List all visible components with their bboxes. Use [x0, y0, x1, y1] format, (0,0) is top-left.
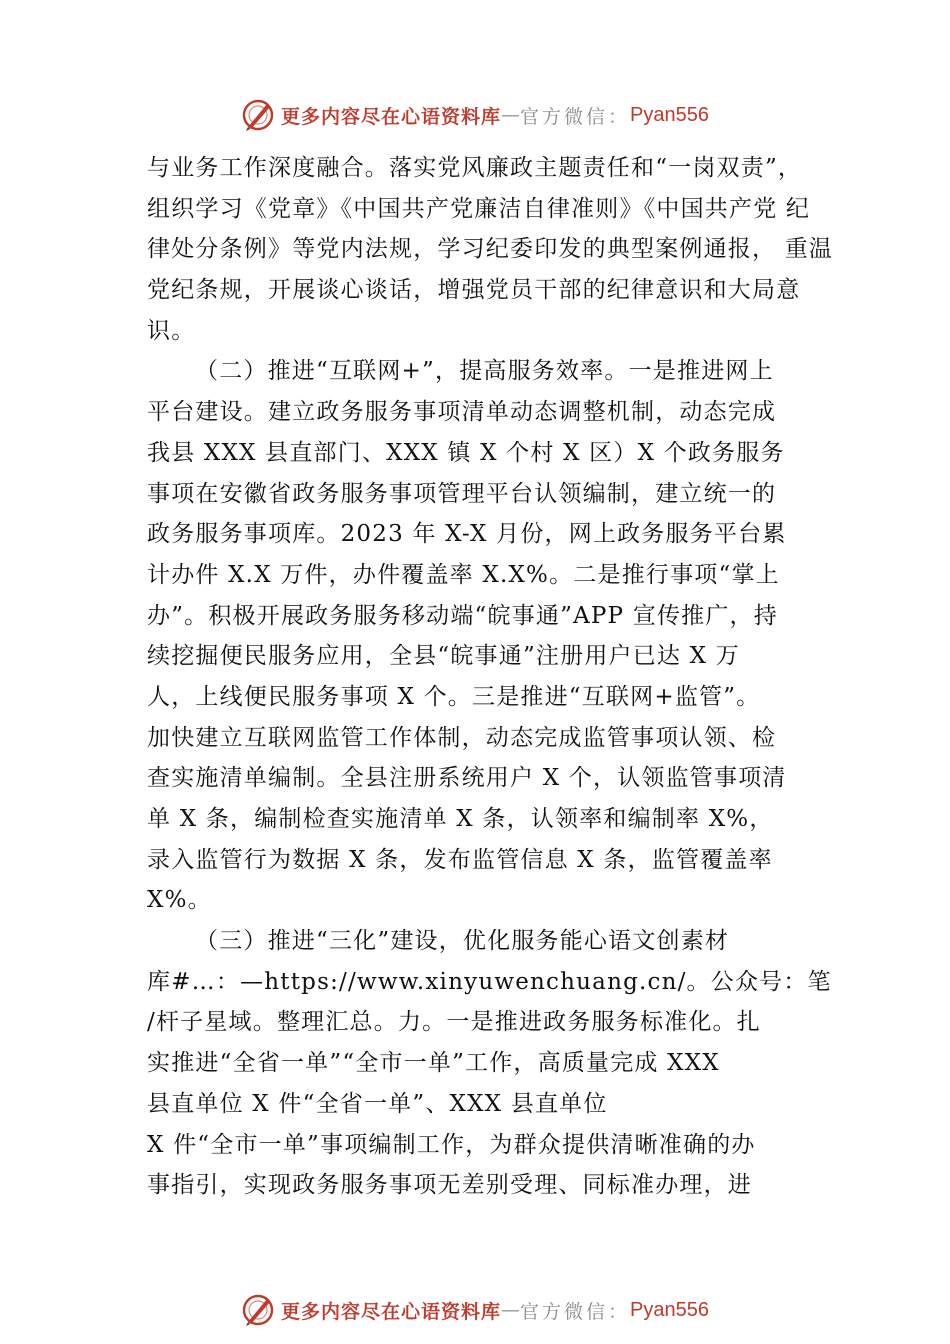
text-line: 我县 XXX 县直部门、XXX 镇 X 个村 X 区）X 个政务服务 — [147, 439, 785, 466]
text-line: 计办件 X.X 万件，办件覆盖率 X.X%。二是推行事项“掌上 — [147, 561, 780, 588]
header-banner — [0, 95, 950, 135]
text-line: 识。 — [147, 317, 196, 344]
pen-seal-icon — [241, 1293, 275, 1327]
text-line: 续挖掘便民服务应用，全县“皖事通”注册用户已达 X 万 — [147, 643, 740, 670]
banner-wechat-id: Pyan556 — [630, 1298, 709, 1321]
text-line: 办”。积极开展政务服务移动端“皖事通”APP 宣传推广，持 — [147, 602, 778, 629]
text-line: 律处分条例》等党内法规，学习纪委印发的典型案例通报， 重温 — [147, 236, 834, 263]
banner-main-text: 更多内容尽在心语资料库 — [281, 105, 502, 128]
banner-separator: — — [501, 1299, 521, 1321]
footer-banner — [0, 1290, 950, 1330]
banner-wechat-label: 官方微信： — [520, 1300, 631, 1323]
section-heading-line: （三）推进“三化”建设，优化服务能心语文创素材 — [195, 928, 730, 955]
document-body — [147, 148, 837, 1206]
text-line: 党纪条规，开展谈心谈话，增强党员干部的纪律意识和大局意 — [147, 277, 801, 304]
text-line: 库#…：—https://www.xinyuwenchuang.cn/。公众号：笔 — [147, 968, 832, 995]
text-line: 实推进“全省一单”“全市一单”工作，高质量完成 XXX — [147, 1050, 720, 1077]
text-line: /杆子星域。整理汇总。力。一是推进政务服务标准化。扎 — [147, 1009, 761, 1036]
text-line: 组织学习《党章》《中国共产党廉洁自律准则》《中国共产党 纪 — [147, 195, 811, 222]
pen-seal-icon — [241, 98, 275, 132]
text-line: X 件“全市一单”事项编制工作，为群众提供清晰准确的办 — [147, 1131, 756, 1158]
banner-main-text: 更多内容尽在心语资料库 — [281, 1300, 502, 1323]
section-heading-line: （二）推进“互联网+”，提高服务效率。一是推进网上 — [195, 358, 774, 385]
text-line: 人，上线便民服务事项 X 个。三是推进“互联网+监管”。 — [147, 683, 761, 710]
banner-wechat-id: Pyan556 — [630, 103, 709, 126]
banner-wechat-label: 官方微信： — [520, 105, 631, 128]
text-line: 录入监管行为数据 X 条，发布监管信息 X 条，监管覆盖率 — [147, 846, 773, 873]
text-line: 单 X 条，编制检查实施清单 X 条，认领率和编制率 X%， — [147, 806, 774, 832]
text-line: 查实施清单编制。全县注册系统用户 X 个，认领监管事项清 — [147, 765, 787, 792]
text-line: X%。 — [147, 887, 212, 914]
text-line: 事项在安徽省政务服务事项管理平台认领编制，建立统一的 — [147, 480, 777, 507]
text-line: 政务服务事项库。2023 年 X-X 月份，网上政务服务平台累 — [147, 521, 787, 548]
text-line: 县直单位 X 件“全省一单”、XXX 县直单位 — [147, 1090, 608, 1117]
text-line: 事指引，实现政务服务事项无差别受理、同标准办理，进 — [147, 1172, 752, 1199]
text-line: 平台建设。建立政务服务事项清单动态调整机制，动态完成 — [147, 399, 777, 426]
text-line: 加快建立互联网监管工作体制，动态完成监管事项认领、检 — [147, 724, 777, 751]
text-line: 与业务工作深度融合。落实党风廉政主题责任和“一岗双责”， — [147, 155, 803, 181]
banner-separator: — — [501, 104, 521, 126]
